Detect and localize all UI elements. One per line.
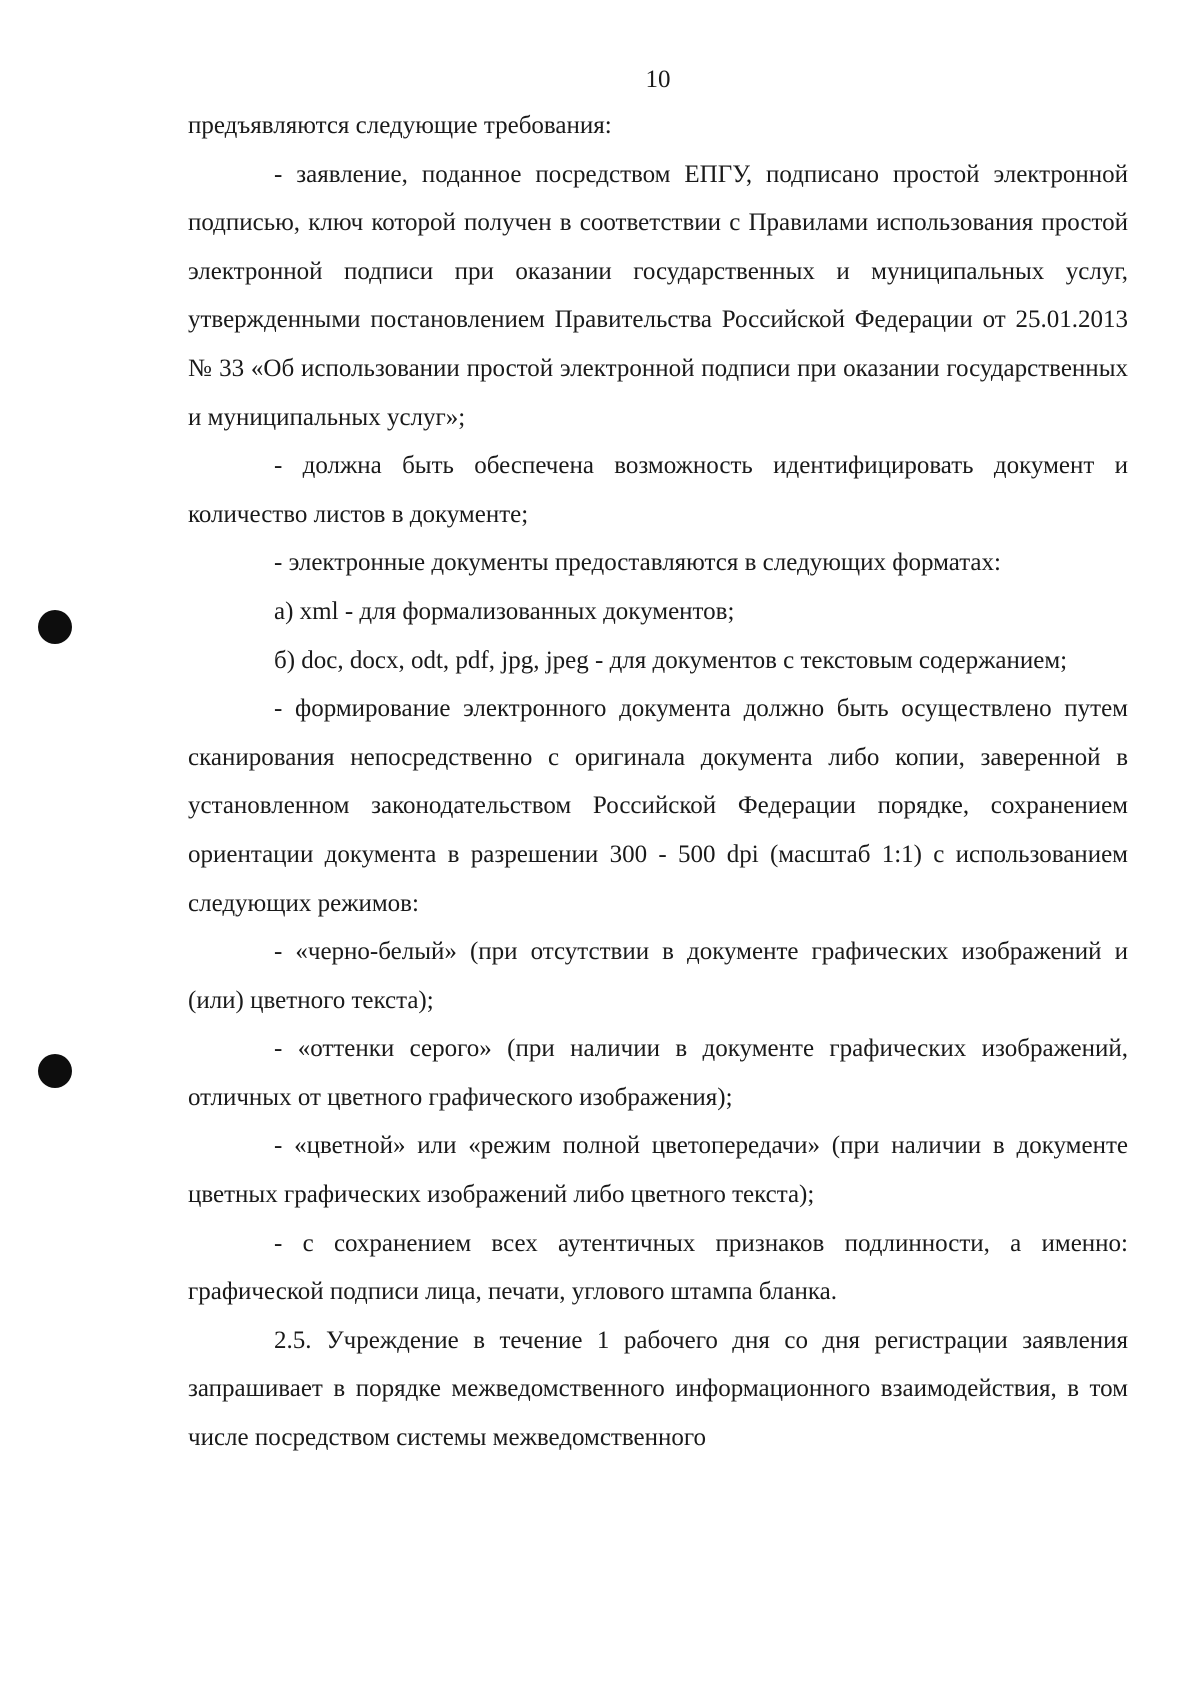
paragraph-scanning: - формирование электронного документа должно быть осуществлено путем сканирования непосредственно с оригинала документа либо копии, заверенной в установленном законодательством Российской Федерации порядке, сохранением ориентации документа в разрешении 300 - 500 dpi (масштаб 1:1) с использованием следующих режимов: xyxy=(188,695,1128,917)
paragraph-authenticity: - с сохранением всех аутентичных признаков подлинности, а именно: графической подписи лица, печати, углового штампа бланка. xyxy=(188,1229,1128,1306)
punch-hole xyxy=(38,1054,72,1088)
paragraph-format-text: б) doc, docx, odt, pdf, jpg, jpeg - для документов с текстовым содержанием; xyxy=(274,646,1068,674)
document-body xyxy=(188,102,1128,1463)
paragraph-mode-color: - «цветной» или «режим полной цветопередачи» (при наличии в документе цветных графических изображений либо цветного текста); xyxy=(188,1132,1128,1209)
paragraph-mode-black-white: - «черно-белый» (при отсутствии в документе графических изображений и (или) цветного текста); xyxy=(188,938,1128,1014)
paragraph-epgu-signature: - заявление, поданное посредством ЕПГУ, подписано простой электронной подписью, ключ которой получен в соответствии с Правилами использования простой электронной подписи при оказании государственных и муниципальных услуг, утвержденными постановлением Правительства Российской Федерации от 25.01.2013 № 33 «Об использовании простой электронной подписи при оказании государственных и муниципальных услуг»; xyxy=(188,160,1128,431)
punch-hole xyxy=(38,610,72,644)
paragraph-format-xml: а) xml - для формализованных документов; xyxy=(274,597,735,625)
page-number: 10 xyxy=(645,66,671,93)
paragraph-section-2-5: 2.5. Учреждение в течение 1 рабочего дня со дня регистрации заявления запрашивает в порядке межведомственного информационного взаимодействия, в том числе посредством системы межведомственного xyxy=(188,1326,1128,1452)
paragraph-document-identification: - должна быть обеспечена возможность идентифицировать документ и количество листов в документе; xyxy=(188,452,1128,528)
paragraph-requirements-intro: предъявляются следующие требования: xyxy=(188,112,612,139)
paragraph-mode-grayscale: - «оттенки серого» (при наличии в документе графических изображений, отличных от цветного графического изображения); xyxy=(188,1035,1128,1111)
paragraph-formats-intro: - электронные документы предоставляются в следующих форматах: xyxy=(274,549,1001,577)
